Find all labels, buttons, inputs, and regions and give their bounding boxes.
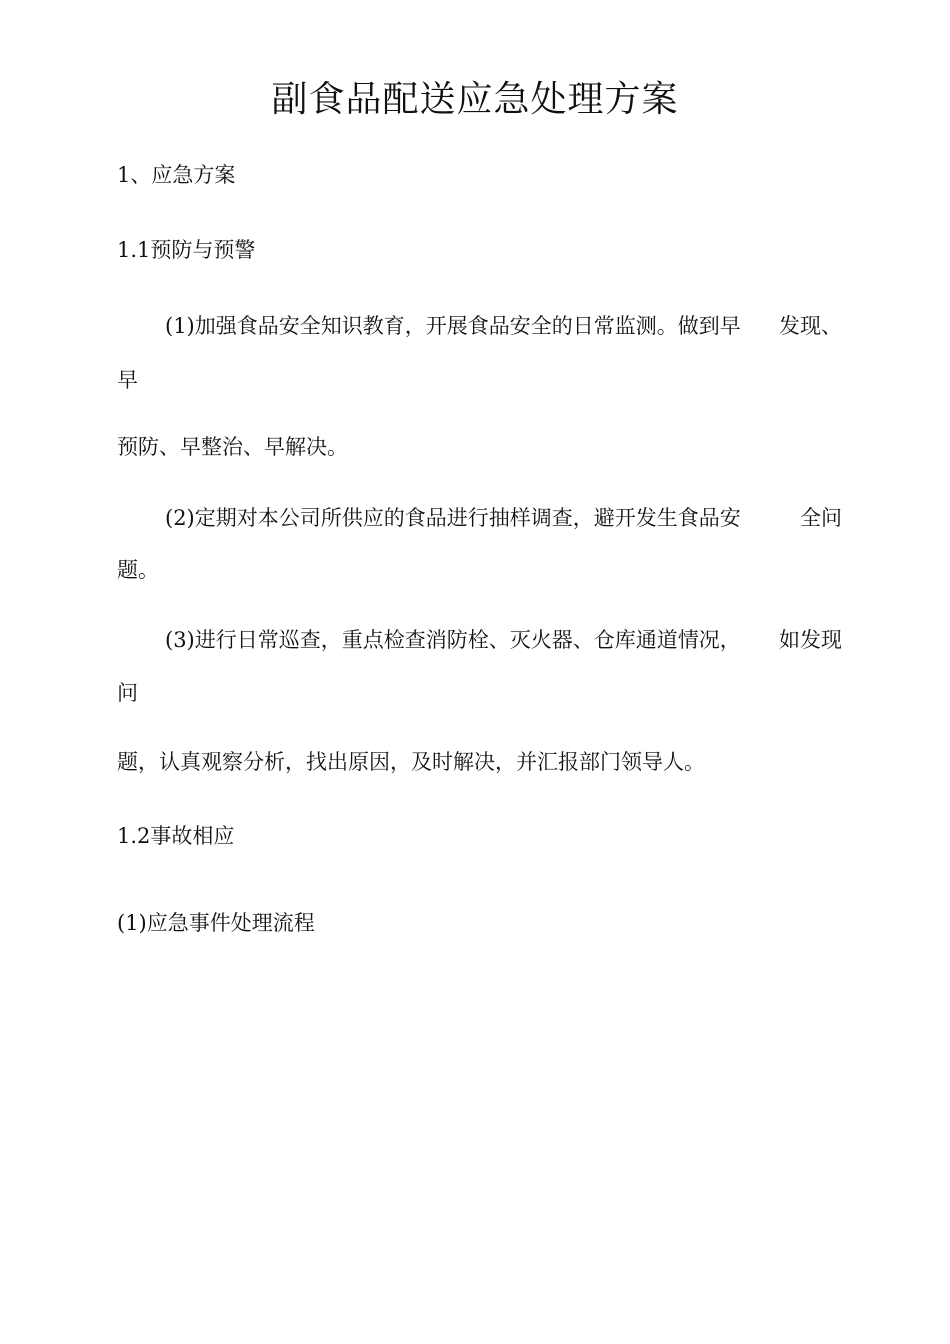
subitem-1-heading: (1)应急事件处理流程	[117, 911, 315, 935]
section-1-1-heading: 1.1预防与预警	[117, 238, 256, 262]
section-1-2-heading: 1.2事故相应	[117, 824, 235, 848]
item-1-wrap-line: 早	[117, 368, 138, 392]
item-2-text-left: (2)定期对本公司所供应的食品进行抽样调查，避开发生食品安	[165, 506, 741, 530]
item-3-continuation: 题，认真观察分析，找出原因，及时解决，并汇报部门领导人。	[117, 750, 705, 774]
item-3-text-left: (3)进行日常巡查，重点检查消防栓、灭火器、仓库通道情况，	[165, 628, 741, 652]
item-1-text-right: 发现、	[779, 314, 842, 338]
item-1-first-line	[165, 312, 842, 340]
item-3-first-line	[165, 626, 842, 654]
item-2-first-line	[165, 504, 842, 532]
item-3-text-right: 如发现	[779, 628, 842, 652]
section-1-heading: 1、应急方案	[117, 163, 236, 187]
item-3-wrap-line: 问	[117, 681, 138, 705]
document-title: 副食品配送应急处理方案	[271, 79, 679, 120]
item-2-text-right: 全问	[800, 506, 842, 530]
item-2-wrap-line: 题。	[117, 558, 159, 582]
item-1-continuation: 预防、早整治、早解决。	[117, 435, 348, 459]
item-1-text-left: (1)加强食品安全知识教育，开展食品安全的日常监测。做到早	[165, 314, 741, 338]
